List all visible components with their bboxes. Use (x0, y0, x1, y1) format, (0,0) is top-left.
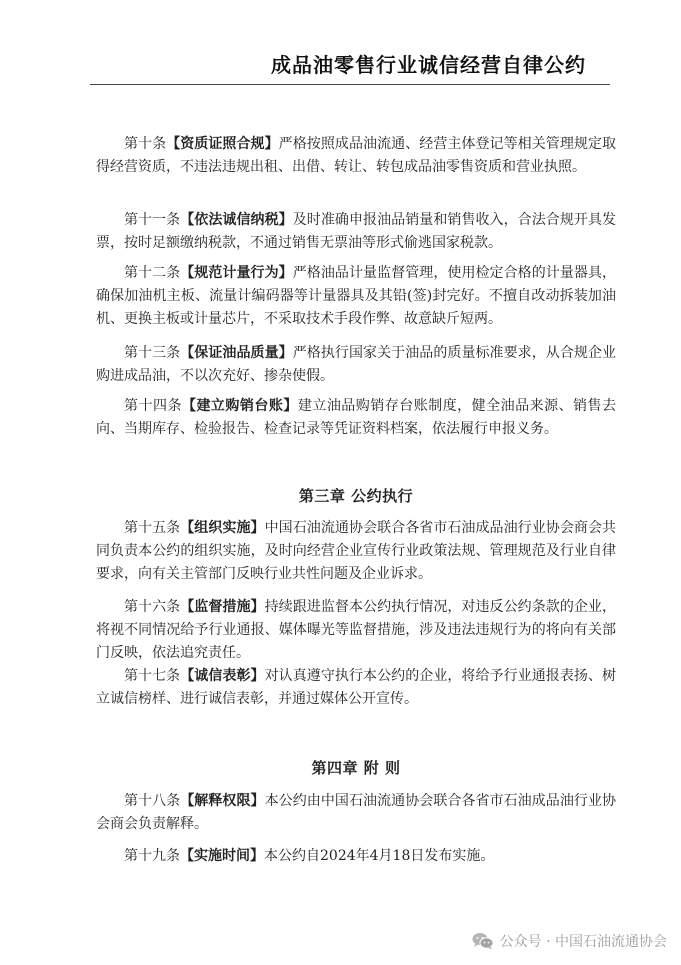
wechat-watermark (472, 931, 667, 951)
article-number: 第十条 (124, 136, 167, 152)
article-number: 第十四条 (124, 398, 182, 414)
article-text: 严格油品计量监督管理，使用检定合格的计量器具，确保加油机主板、流量计编码器等计量器具及其铅(签)封完好。不擅自改动拆装加油机、更换主板或计量芯片，不采取技术手段作弊、故意缺斤短两。 (96, 265, 617, 327)
article-text: 中国石油流通协会联合各省市石油成品油行业协会商会共同负责本公约的组织实施，及时向经营企业宣传行业政策法规、管理规范及行业自律要求，向有关主管部门反映行业共性问题及企业诉求。 (96, 520, 617, 582)
article-text: 及时准确申报油品销量和销售收入，合法合规开具发票，按时足额缴纳税款，不通过销售无票油等形式偷逃国家税款。 (96, 212, 617, 251)
wechat-icon (472, 932, 494, 950)
watermark-text: 公众号 · 中国石油流通协会 (499, 934, 667, 950)
article-text: 本公约自2024年4月18日发布实施。 (264, 848, 495, 864)
article-text: 严格按照成品油流通、经营主体登记等相关管理规定取得经营资质，不违法违规出租、出借、转让、转包成品油零售资质和营业执照。 (96, 136, 617, 175)
article-text: 对认真遵守执行本公约的企业，将给予行业通报表扬、树立诚信榜样、进行诚信表彰，并通过媒体公开宣传。 (96, 668, 617, 707)
article-11 (96, 209, 616, 255)
article-keyword: 【资质证照合规】 (166, 136, 279, 152)
article-text: 严格执行国家关于油品的质量标准要求，从合规企业购进成品油，不以次充好、掺杂使假。 (96, 345, 617, 384)
article-keyword: 【实施时间】 (180, 848, 264, 864)
article-number: 第十二条 (124, 265, 181, 281)
article-19 (96, 845, 616, 868)
article-number: 第十一条 (124, 212, 181, 228)
article-keyword: 【监督措施】 (180, 599, 265, 615)
article-keyword: 【组织实施】 (180, 520, 265, 536)
article-keyword: 【规范计量行为】 (180, 265, 293, 281)
article-keyword: 【保证油品质量】 (180, 345, 293, 361)
article-text: 本公约由中国石油流通协会联合各省市石油成品油行业协会商会负责解释。 (96, 793, 617, 832)
article-15 (96, 517, 616, 586)
chapter-4-heading: 第四章 附 则 (311, 759, 401, 777)
article-number: 第十八条 (124, 793, 181, 809)
article-keyword: 【解释权限】 (180, 793, 265, 809)
article-10 (96, 133, 616, 179)
article-number: 第十六条 (124, 599, 181, 615)
article-text: 建立油品购销存台账制度，健全油品来源、销售去向、当期库存、检验报告、检查记录等凭证资料档案，依法履行申报义务。 (96, 398, 617, 437)
article-12 (96, 262, 616, 331)
article-number: 第十三条 (124, 345, 181, 361)
article-keyword: 【诚信表彰】 (180, 668, 265, 684)
article-number: 第十五条 (124, 520, 181, 536)
page-header-title: 成品油零售行业诚信经营自律公约 (271, 53, 586, 77)
article-number: 第十七条 (124, 668, 181, 684)
chapter-3-heading: 第三章 公约执行 (298, 487, 414, 505)
article-18 (96, 790, 616, 836)
article-16 (96, 596, 616, 665)
article-13 (96, 342, 616, 388)
article-14 (96, 395, 616, 441)
article-keyword: 【建立购销台账】 (181, 398, 298, 414)
article-text: 持续跟进监督本公约执行情况，对违反公约条款的企业，将视不同情况给予行业通报、媒体曝光等监督措施，涉及违法违规行为的将向有关部门反映，依法追究责任。 (96, 599, 617, 661)
header-divider (90, 84, 610, 85)
article-17 (96, 665, 616, 711)
article-keyword: 【依法诚信纳税】 (180, 212, 293, 228)
article-number: 第十九条 (124, 848, 180, 864)
